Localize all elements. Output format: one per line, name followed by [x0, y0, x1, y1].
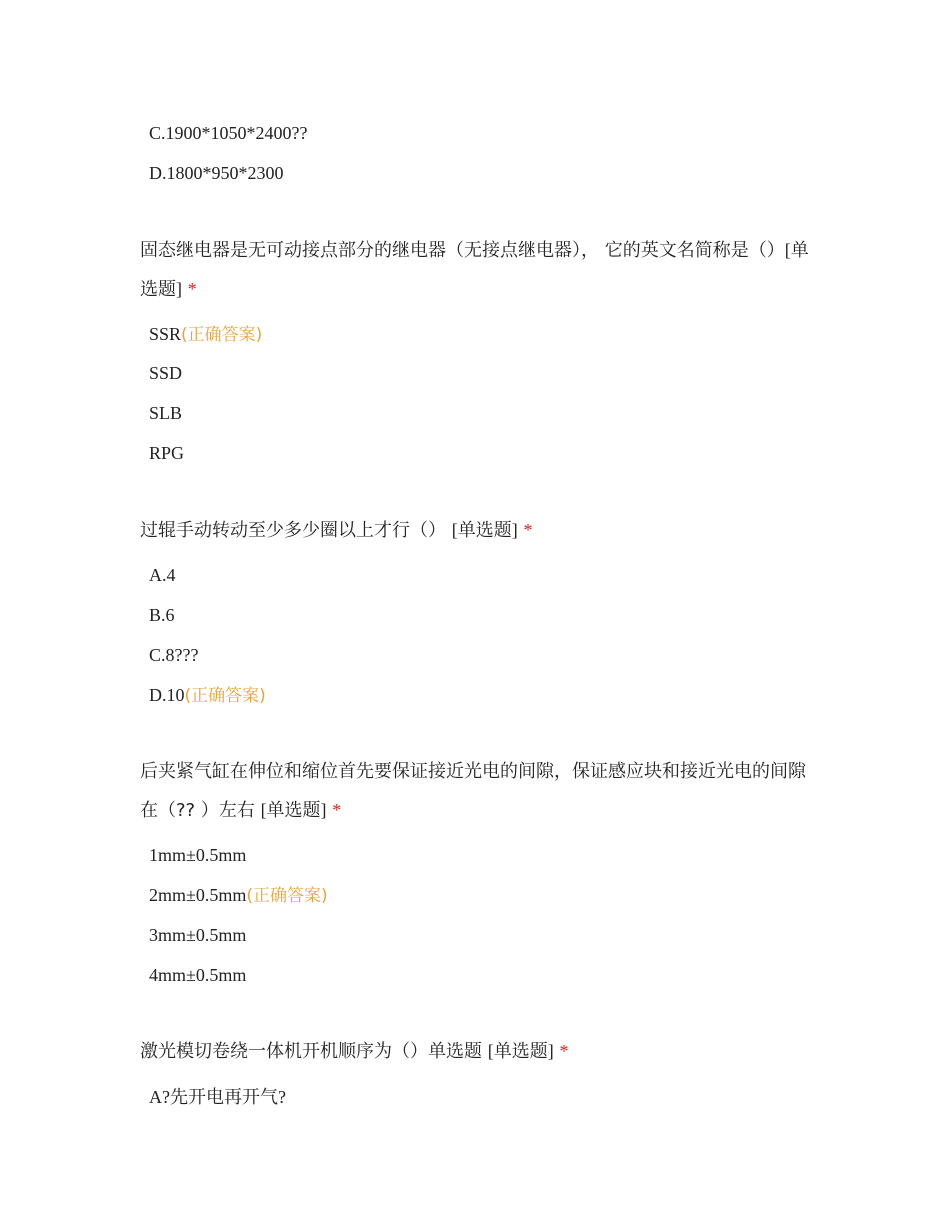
question-2-option-b: B.6 [149, 605, 175, 625]
option-prev-c: C.1900*1050*2400?? [149, 123, 308, 143]
question-3-option-a: 1mm±0.5mm [149, 845, 247, 865]
question-1-title: 固态继电器是无可动接点部分的继电器（无接点继电器）， 它的英文名简称是（）[单选题] * [140, 240, 809, 299]
option-prev-d: D.1800*950*2300 [149, 163, 284, 183]
question-1-option-b: SSD [149, 363, 183, 383]
required-mark: * [332, 800, 342, 820]
question-1-option-a: SSR(正确答案) [149, 324, 263, 345]
correct-answer-label: (正确答案) [184, 686, 266, 706]
question-2-title: 过辊手动转动至少多少圈以上才行（） [单选题] * [140, 520, 533, 541]
question-2-option-a: A.4 [149, 565, 176, 585]
question-1-option-d: RPG [149, 443, 185, 463]
question-2-option-c: C.8??? [149, 645, 199, 665]
question-3-option-d: 4mm±0.5mm [149, 965, 247, 985]
question-3-title: 后夹紧气缸在伸位和缩位首先要保证接近光电的间隙，保证感应块和接近光电的间隙在（?? ）左右 [单选题] * [140, 761, 806, 821]
question-type-tag: [单选题] [487, 1041, 554, 1061]
question-type-tag: [单选题] [451, 520, 518, 540]
required-mark: * [523, 520, 533, 540]
question-type-tag: [单选题] [260, 800, 327, 820]
question-3-option-c: 3mm±0.5mm [149, 925, 247, 945]
question-4-title: 激光模切卷绕一体机开机顺序为（）单选题 [单选题] * [140, 1041, 569, 1062]
required-mark: * [559, 1041, 569, 1061]
correct-answer-label: (正确答案) [246, 886, 328, 906]
question-4-option-a: A?先开电再开气? [149, 1087, 286, 1107]
question-2-option-d: D.10(正确答案) [149, 685, 266, 706]
correct-answer-label: (正确答案) [181, 325, 263, 345]
question-3-option-b: 2mm±0.5mm(正确答案) [149, 885, 328, 906]
question-type-tag: [单选题] [140, 240, 809, 299]
question-1-option-c: SLB [149, 403, 183, 423]
required-mark: * [187, 279, 197, 299]
